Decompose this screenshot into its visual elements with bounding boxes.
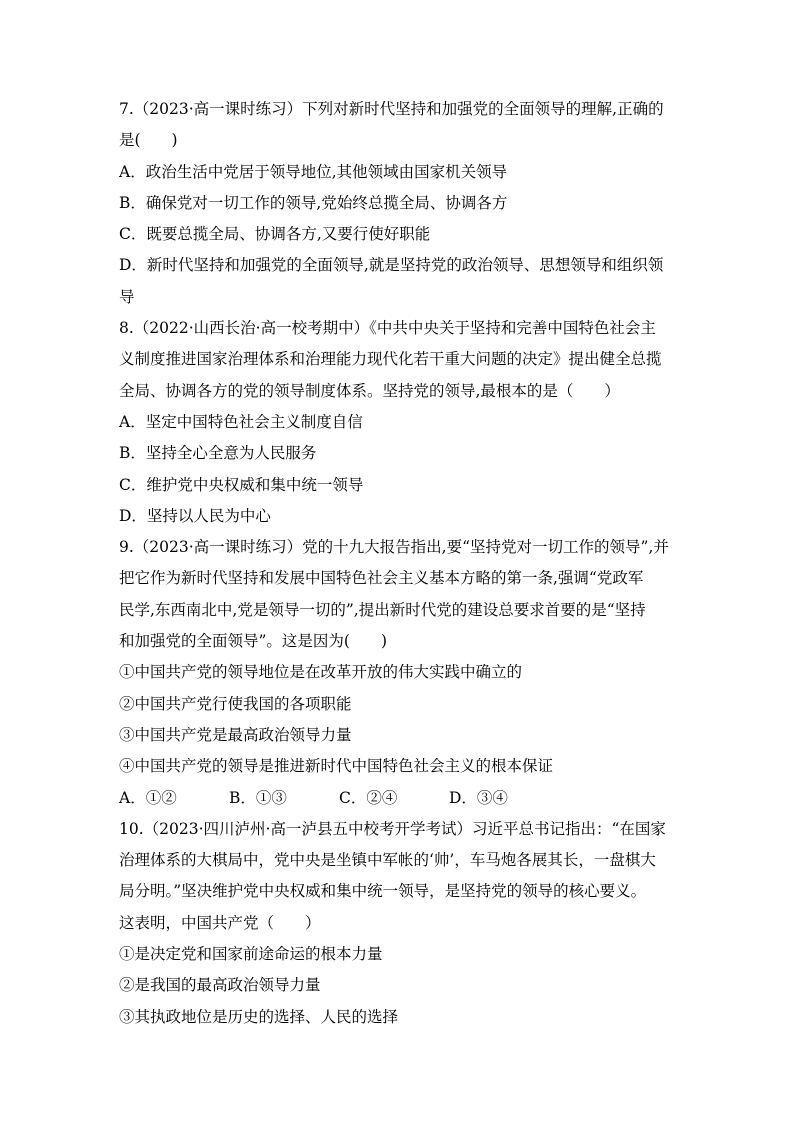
option-d-continued: 导	[119, 287, 135, 306]
question-9	[119, 532, 679, 814]
question-stem-line: 10.（2023·四川泸州·高一泸县五中校考开学考试）习近平总书记指出：“在国家	[119, 819, 666, 838]
question-stem-line: 全局、协调各方的党的领导制度体系。坚持党的领导,最根本的是（ ）	[119, 381, 620, 400]
statement-1: ①是决定党和国家前途命运的根本力量	[119, 945, 383, 964]
question-stem-line: 和加强党的全面领导”。这是因为( )	[119, 632, 388, 651]
option-c: C．既要总揽全局、协调各方,又要行使好职能	[119, 225, 431, 244]
option-a: A．坚定中国特色社会主义制度自信	[119, 412, 363, 431]
choice-d: D．③④	[449, 788, 508, 807]
choice-a: A．①②	[119, 788, 177, 807]
question-stem-line: 9.（2023·高一课时练习）党的十九大报告指出,要“坚持党对一切工作的领导”,并	[119, 538, 669, 557]
option-d: D．新时代坚持和加强党的全面领导,就是坚持党的政治领导、思想领导和组织领	[119, 256, 664, 275]
statement-1: ①中国共产党的领导地位是在改革开放的伟大实践中确立的	[119, 663, 523, 682]
statement-4: ④中国共产党的领导是推进新时代中国特色社会主义的根本保证	[119, 757, 554, 776]
choice-b: B．①③	[229, 788, 287, 807]
statement-3: ③中国共产党是最高政治领导力量	[119, 725, 352, 744]
question-stem-line: 局分明。”坚决维护党中央权威和集中统一领导，是坚持党的领导的核心要义。	[119, 882, 647, 901]
question-stem-line: 7.（2023·高一课时练习）下列对新时代坚持和加强党的全面领导的理解,正确的	[119, 100, 664, 118]
question-stem-line: 把它作为新时代坚持和发展中国特色社会主义基本方略的第一条,强调“党政军	[119, 569, 644, 588]
statement-2: ②中国共产党行使我国的各项职能	[119, 694, 352, 713]
question-stem-line: 8.（2022·山西长治·高一校考期中）《中共中央关于坚持和完善中国特色社会主	[119, 319, 656, 338]
option-c: C．维护党中央权威和集中统一领导	[119, 475, 364, 494]
question-stem-line: 义制度推进国家治理体系和治理能力现代化若干重大问题的决定》提出健全总揽	[119, 350, 662, 369]
statement-3: ③其执政地位是历史的选择、人民的选择	[119, 1007, 399, 1026]
option-d: D．坚持以人民为中心	[119, 506, 271, 525]
option-b: B．确保党对一切工作的领导,党始终总揽全局、协调各方	[119, 193, 508, 212]
question-stem-line: 是( )	[119, 131, 178, 150]
choice-c: C．②④	[339, 788, 398, 807]
question-8	[119, 313, 679, 532]
question-7	[119, 94, 679, 313]
question-10	[119, 814, 679, 1033]
question-stem-line: 民学,东西南北中,党是领导一切的”,提出新时代党的建设总要求首要的是“坚持	[119, 600, 646, 619]
option-b: B．坚持全心全意为人民服务	[119, 444, 317, 463]
choice-row	[119, 783, 679, 814]
question-stem-line: 治理体系的大棋局中，党中央是坐镇中军帐的‘帅’，车马炮各展其长，一盘棋大	[119, 851, 656, 870]
question-stem-line: 这表明，中国共产党（ ）	[119, 913, 321, 932]
question-list	[119, 94, 679, 1033]
statement-2: ②是我国的最高政治领导力量	[119, 976, 321, 995]
option-a: A．政治生活中党居于领导地位,其他领域由国家机关领导	[119, 162, 508, 181]
